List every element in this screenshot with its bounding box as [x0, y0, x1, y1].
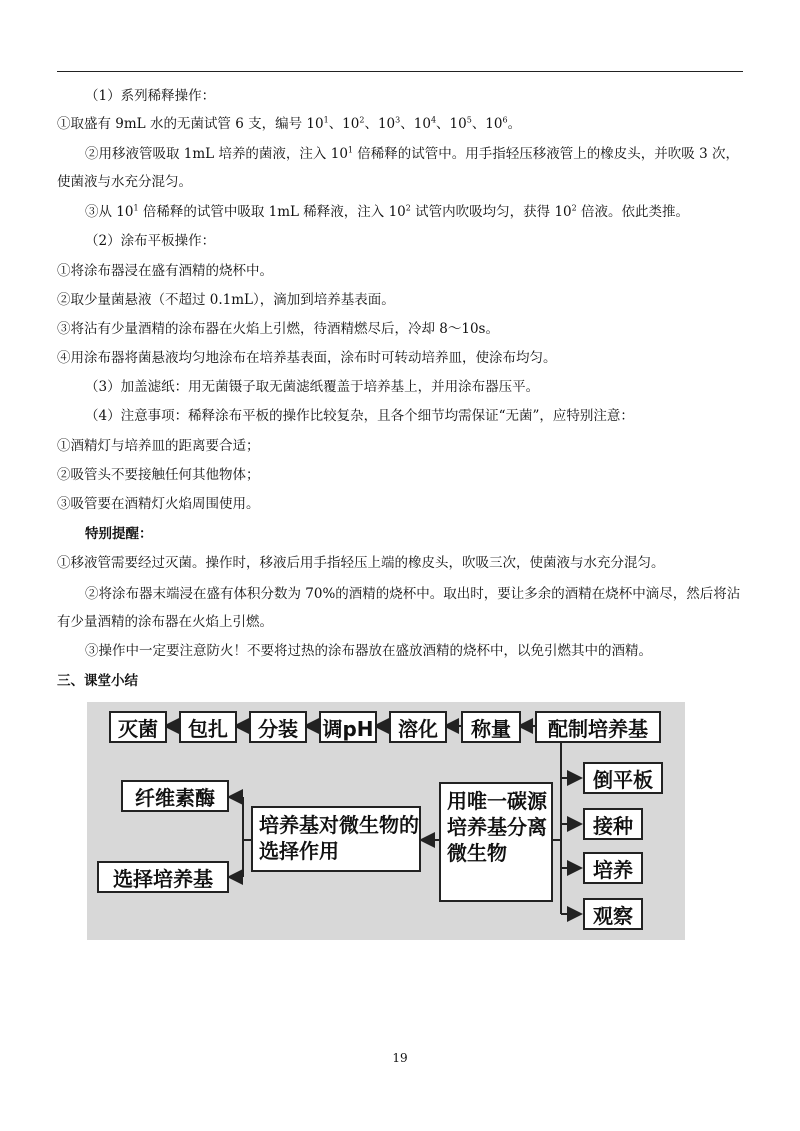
step-2-line-2: 使菌液与水充分混匀。	[57, 174, 192, 190]
box-single-carbon-isolation: 用唯一碳源培养基分离微生物	[439, 782, 553, 902]
note-3: ③吸管要在酒精灯火焰周围使用。	[57, 496, 260, 512]
box-cellulase: 纤维素酶	[121, 780, 229, 812]
box-selection-effect: 培养基对微生物的选择作用	[251, 806, 421, 872]
step-1: ①取盛有 9mL 水的无菌试管 6 支，编号 $10^1$、$10^2$、$10^3$、$10^4$、$10^5$、$10^6$。	[57, 115, 522, 132]
box-inoculate: 接种	[583, 808, 643, 840]
box-sterilize: 灭菌	[109, 711, 167, 743]
box-dissolve: 溶化	[389, 711, 447, 743]
summary-diagram	[87, 702, 685, 940]
box-dispense: 分装	[249, 711, 307, 743]
section-3: （3）加盖滤纸：用无菌镊子取无菌滤纸覆盖于培养基上，并用涂布器压平。	[85, 379, 540, 395]
note-2: ②吸管头不要接触任何其他物体；	[57, 467, 260, 483]
section-1-title: （1）系列稀释操作：	[85, 88, 216, 104]
tip-3: ③操作中一定要注意防火！不要将过热的涂布器放在盛放酒精的烧杯中，以免引燃其中的酒精。	[85, 643, 652, 659]
step-3: ③从 $10^1$ 倍稀释的试管中吸取 1mL 稀释液，注入 $10^2$ 试管内吹吸均匀，获得 $10^2$ 倍液。依此类推。	[85, 203, 690, 220]
box-weigh: 称量	[461, 711, 521, 743]
box-wrap: 包扎	[179, 711, 237, 743]
tip-title: 特别提醒：	[85, 526, 153, 542]
box-pour-plate: 倒平板	[583, 762, 663, 794]
box-observe: 观察	[583, 898, 643, 930]
step-2-line-1: ②用移液管吸取 1mL 培养的菌液，注入 $10^1$ 倍稀释的试管中。用手指轻压移液管上的橡皮头，并吹吸 3 次，	[85, 145, 739, 162]
coat-step-3: ③将沾有少量酒精的涂布器在火焰上引燃，待酒精燃尽后，冷却 8～10s。	[57, 321, 499, 337]
coat-step-2: ②取少量菌悬液（不超过 0.1mL），滴加到培养基表面。	[57, 292, 395, 308]
coat-step-4: ④用涂布器将菌悬液均匀地涂布在培养基表面，涂布时可转动培养皿，使涂布均匀。	[57, 350, 557, 366]
box-adjust-ph: 调pH	[319, 711, 377, 743]
box-selective-medium: 选择培养基	[97, 861, 229, 893]
summary-title: 三、课堂小结	[57, 673, 138, 689]
tip-2: ②将涂布器末端浸在盛有体积分数为 70%的酒精的烧杯中。取出时，要让多余的酒精在烧杯中滴尽，然后将沾有少量酒精的涂布器在火焰上引燃。	[57, 586, 741, 630]
coat-step-1: ①将涂布器浸在盛有酒精的烧杯中。	[57, 263, 273, 279]
section-4: （4）注意事项：稀释涂布平板的操作比较复杂，且各个细节均需保证“无菌”，应特别注意：	[85, 408, 634, 424]
tip-1: ①移液管需要经过灭菌。操作时，移液后用手指轻压上端的橡皮头，吹吸三次，使菌液与水充分混匀。	[57, 555, 665, 571]
box-culture: 培养	[583, 852, 643, 884]
section-2-title: （2）涂布平板操作：	[85, 233, 216, 249]
box-prepare-medium: 配制培养基	[535, 711, 661, 743]
header-rule	[57, 71, 743, 72]
page-number: 19	[392, 1051, 408, 1065]
note-1: ①酒精灯与培养皿的距离要合适；	[57, 438, 260, 454]
